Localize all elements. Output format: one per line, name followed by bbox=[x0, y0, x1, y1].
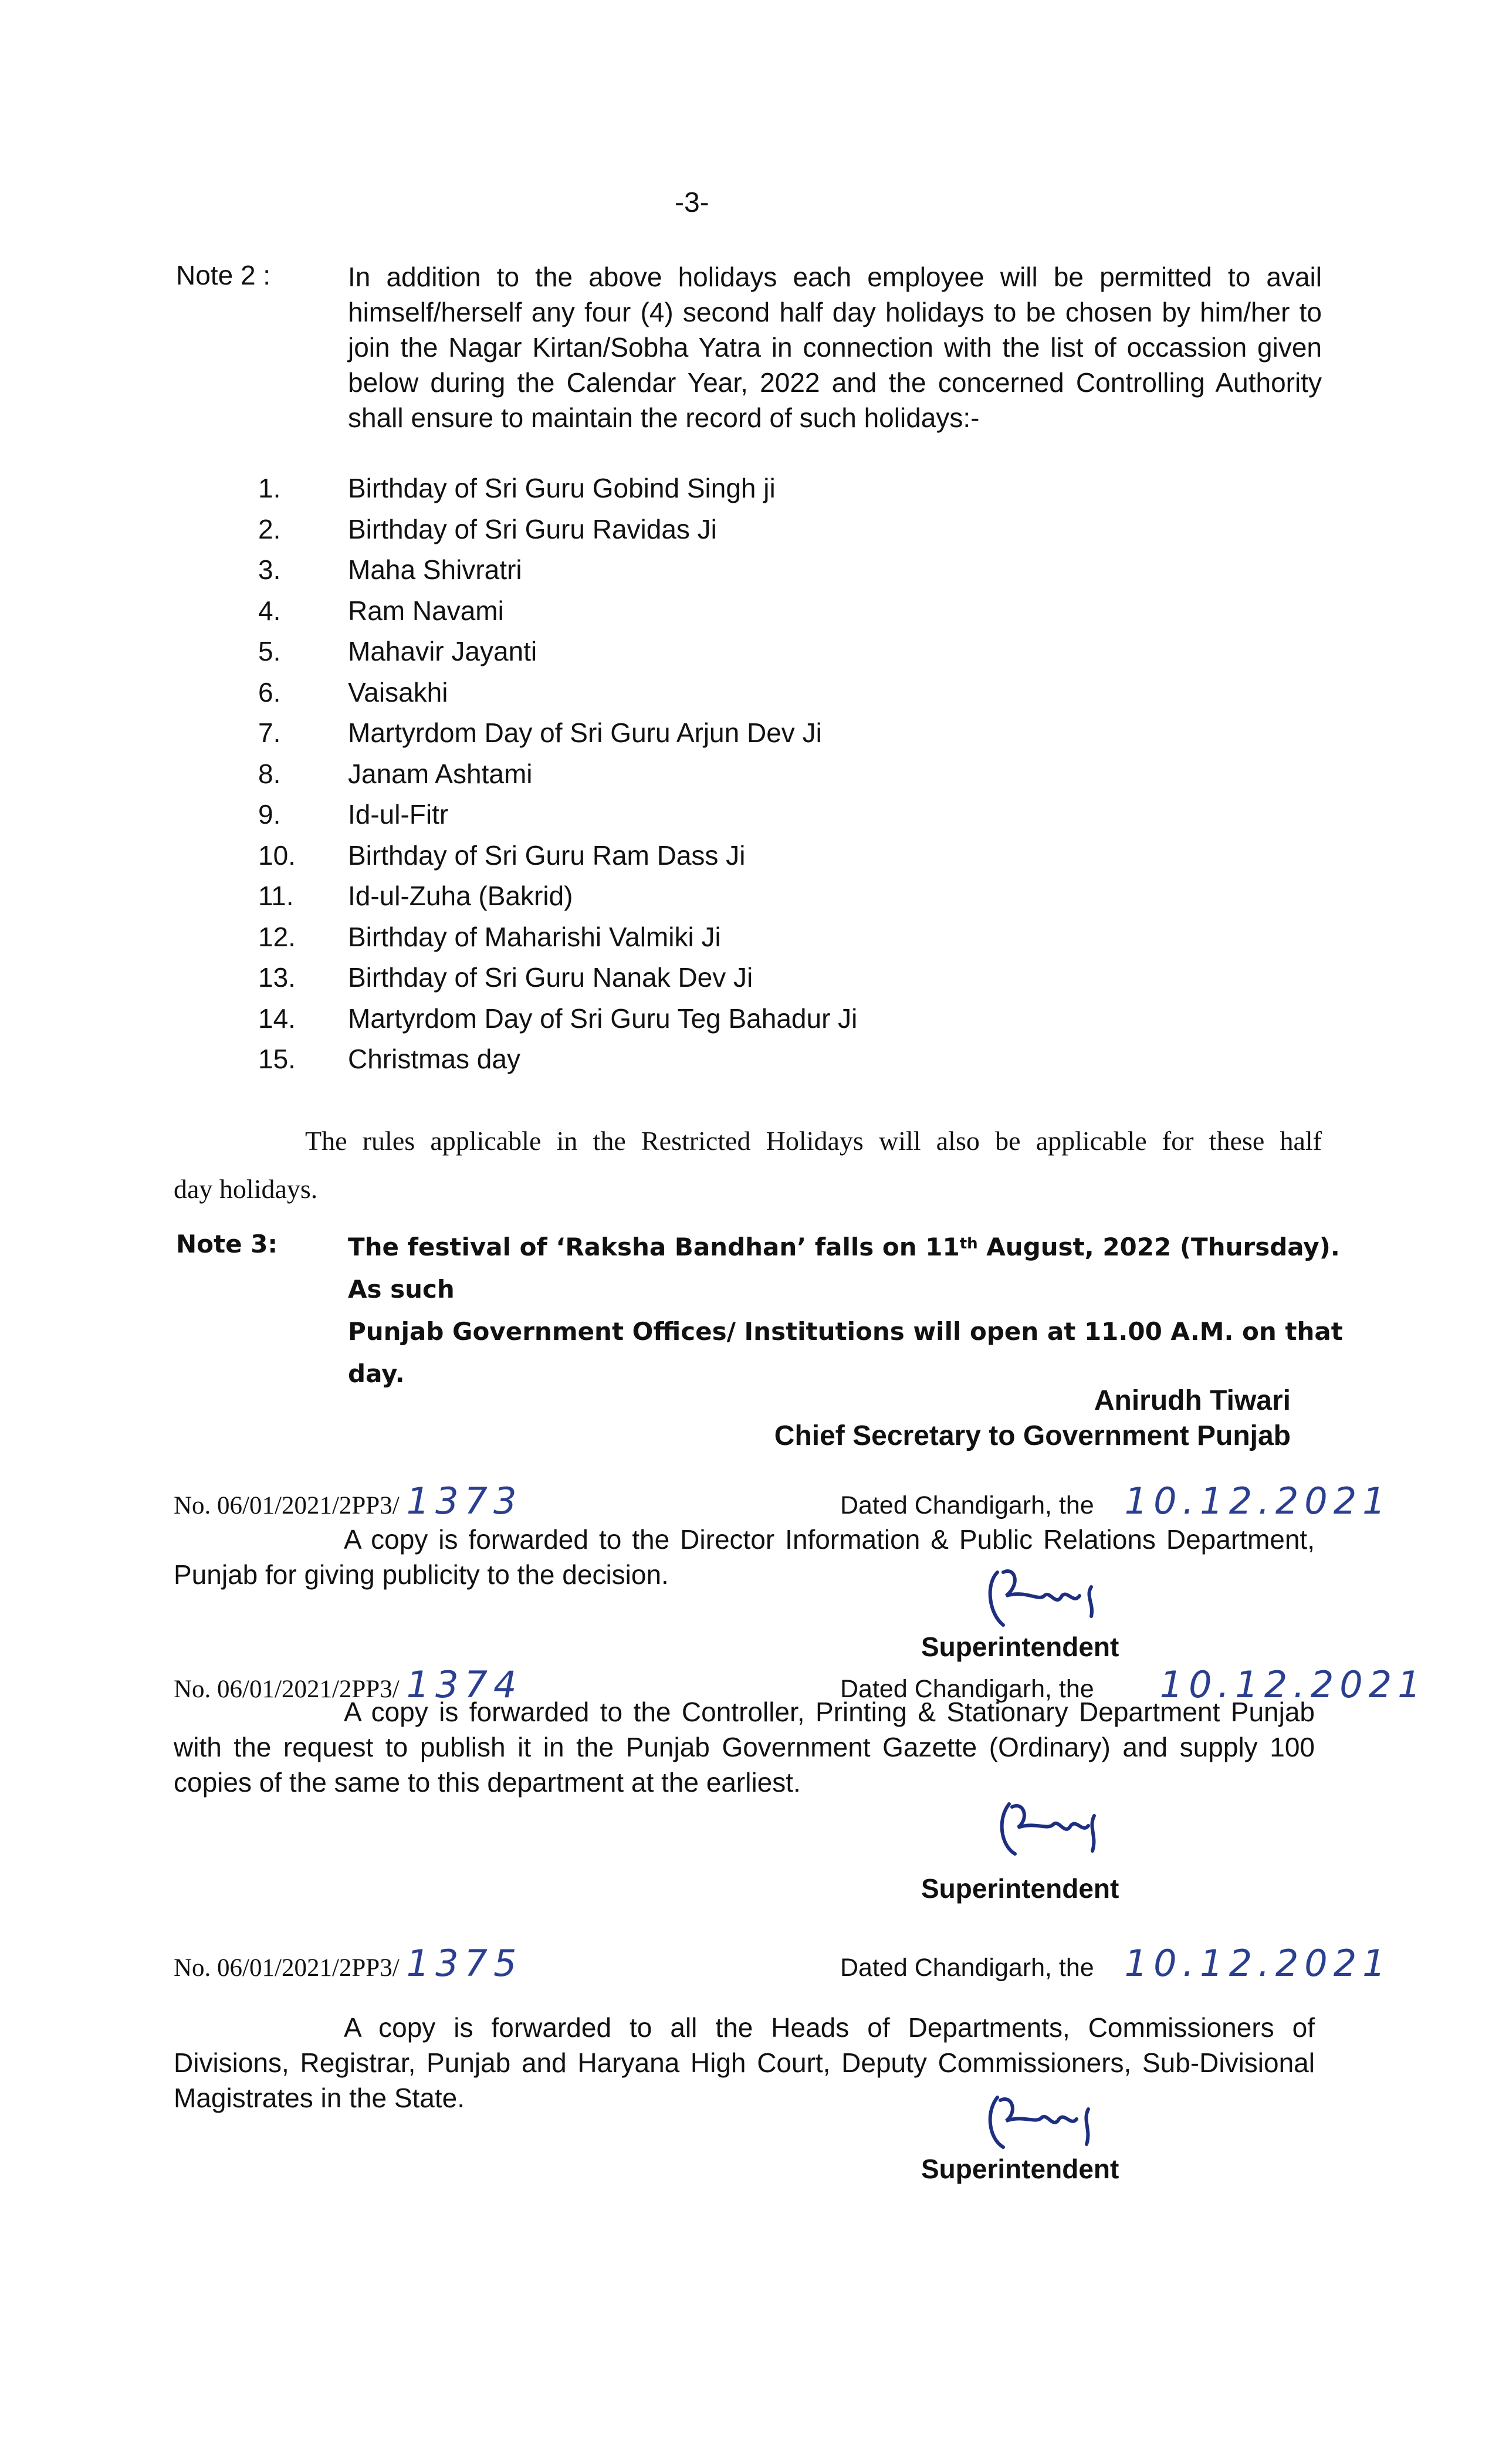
holiday-list bbox=[258, 468, 1314, 1080]
endorsement-1-ref bbox=[174, 1480, 522, 1522]
note3-text bbox=[348, 1226, 1345, 1395]
rules-paragraph-line2: day holidays. bbox=[174, 1174, 318, 1204]
list-item-name: Birthday of Sri Guru Ram Dass Ji bbox=[348, 840, 746, 871]
endorsement-3-body: A copy is forwarded to all the Heads of Departments, Commissioners of Divisions, Registrar, Punjab and Haryana High Court, Deputy Commissioners, Sub-Divisional Magistrates in the State. bbox=[174, 2012, 1315, 2113]
list-item-name: Martyrdom Day of Sri Guru Teg Bahadur Ji bbox=[348, 1003, 858, 1034]
list-item-name: Id-ul-Fitr bbox=[348, 799, 449, 830]
list-item-name: Birthday of Sri Guru Nanak Dev Ji bbox=[348, 962, 753, 993]
signature-icon bbox=[992, 1795, 1109, 1866]
endorsement-3-text bbox=[174, 2010, 1315, 2116]
handwritten-date: 10.12.2021 bbox=[1124, 1480, 1392, 1522]
page-number: -3- bbox=[675, 187, 709, 218]
list-item bbox=[258, 794, 1314, 835]
list-item bbox=[258, 876, 1314, 917]
list-item bbox=[258, 591, 1314, 632]
endorsement-1-body: A copy is forwarded to the Director Information & Public Relations Department, Punjab for giving publicity to the decision. bbox=[174, 1524, 1315, 1590]
list-item-name: Birthday of Maharishi Valmiki Ji bbox=[348, 921, 721, 952]
note3-day-suffix: th bbox=[959, 1235, 978, 1253]
list-item bbox=[258, 713, 1314, 754]
list-item-name: Id-ul-Zuha (Bakrid) bbox=[348, 881, 573, 911]
note3-day: 11 bbox=[925, 1233, 960, 1261]
list-item-name: Birthday of Sri Guru Gobind Singh ji bbox=[348, 473, 776, 503]
superintendent-label-1: Superintendent bbox=[921, 1632, 1119, 1662]
list-item-name: Ram Navami bbox=[348, 595, 504, 626]
note2-text: In addition to the above holidays each employee will be permitted to avail himself/herself any four (4) second half day holidays to be chosen by him/her to join the Nagar Kirtan/Sobha Yatra in connection with the list of occassion given below during the Calendar Year, 2022 and the concerned Controlling Authority shall ensure to maintain the record of such holidays:- bbox=[348, 262, 1322, 433]
handwritten-ref-number: 1375 bbox=[406, 1942, 523, 1985]
list-item-number: 11. bbox=[258, 881, 294, 911]
list-item-number: 8. bbox=[258, 758, 281, 789]
endorsement-2-body: A copy is forwarded to the Controller, Printing & Stationary Department Punjab with the request to publish it in the Punjab Government Gazette (Ordinary) and supply 100 copies of the same to this department at the earliest. bbox=[174, 1697, 1315, 1798]
list-item-number: 6. bbox=[258, 676, 281, 708]
endorsement-3-dated bbox=[840, 1942, 1392, 1985]
list-item bbox=[258, 631, 1314, 672]
list-item-number: 3. bbox=[258, 554, 281, 585]
list-item bbox=[258, 468, 1314, 509]
list-item bbox=[258, 917, 1314, 958]
list-item-name: Maha Shivratri bbox=[348, 554, 522, 585]
list-item-number: 5. bbox=[258, 636, 281, 666]
list-item-name: Mahavir Jayanti bbox=[348, 636, 537, 666]
signature-icon bbox=[974, 2089, 1126, 2159]
note3-line1-part-b: August, 2022 (Thursday). As such bbox=[348, 1233, 1340, 1304]
endorsement-1-text bbox=[174, 1522, 1315, 1592]
list-item bbox=[258, 957, 1314, 999]
list-item-number: 14. bbox=[258, 1003, 296, 1034]
ref-prefix: No. 06/01/2021/2PP3/ bbox=[174, 1954, 400, 1982]
ref-prefix: No. 06/01/2021/2PP3/ bbox=[174, 1492, 400, 1519]
superintendent-label-2: Superintendent bbox=[921, 1873, 1119, 1904]
list-item-name: Christmas day bbox=[348, 1044, 520, 1074]
list-item-number: 13. bbox=[258, 962, 296, 993]
superintendent-label-3: Superintendent bbox=[921, 2154, 1119, 2184]
list-item-name: Birthday of Sri Guru Ravidas Ji bbox=[348, 513, 717, 544]
endorsement-2-text bbox=[174, 1694, 1315, 1800]
list-item bbox=[258, 754, 1314, 795]
handwritten-ref-number: 1373 bbox=[406, 1480, 523, 1522]
list-item-number: 9. bbox=[258, 799, 281, 830]
signer-name: Anirudh Tiwari bbox=[1094, 1385, 1291, 1416]
list-item bbox=[258, 550, 1314, 591]
handwritten-ref-number: 1374 bbox=[406, 1663, 523, 1706]
note3-line1-part-a: The festival of ‘Raksha Bandhan’ falls on bbox=[348, 1233, 917, 1261]
list-item bbox=[258, 1039, 1314, 1080]
list-item-number: 2. bbox=[258, 513, 281, 544]
list-item-name: Janam Ashtami bbox=[348, 758, 533, 789]
list-item-number: 1. bbox=[258, 473, 281, 503]
note3-line1 bbox=[348, 1226, 1345, 1311]
list-item bbox=[258, 835, 1314, 876]
endorsement-3-ref bbox=[174, 1942, 522, 1985]
signature-icon bbox=[974, 1561, 1126, 1637]
list-item-number: 7. bbox=[258, 717, 281, 748]
list-item-number: 4. bbox=[258, 595, 281, 626]
list-item bbox=[258, 999, 1314, 1040]
list-item bbox=[258, 672, 1314, 713]
handwritten-date: 10.12.2021 bbox=[1124, 1942, 1392, 1985]
handwritten-date: 10.12.2021 bbox=[1159, 1663, 1427, 1706]
rules-paragraph-line1: The rules applicable in the Restricted Holidays will also be applicable for these half bbox=[305, 1126, 1322, 1156]
ref-prefix: No. 06/01/2021/2PP3/ bbox=[174, 1676, 400, 1703]
signer-title: Chief Secretary to Government Punjab bbox=[774, 1420, 1291, 1451]
list-item-number: 10. bbox=[258, 840, 296, 871]
list-item bbox=[258, 509, 1314, 550]
note2-label: Note 2 : bbox=[176, 260, 271, 290]
dated-label: Dated Chandigarh, the bbox=[840, 1675, 1094, 1703]
note3-line2: Punjab Government Offices/ Institutions will open at 11.00 A.M. on that day. bbox=[348, 1317, 1343, 1388]
dated-label: Dated Chandigarh, the bbox=[840, 1954, 1094, 1982]
list-item-name: Vaisakhi bbox=[348, 676, 448, 708]
note3-label: Note 3: bbox=[176, 1230, 278, 1258]
dated-label: Dated Chandigarh, the bbox=[840, 1491, 1094, 1519]
list-item-number: 15. bbox=[258, 1044, 296, 1074]
list-item-number: 12. bbox=[258, 921, 296, 952]
endorsement-1-dated bbox=[840, 1480, 1392, 1522]
list-item-name: Martyrdom Day of Sri Guru Arjun Dev Ji bbox=[348, 717, 822, 748]
